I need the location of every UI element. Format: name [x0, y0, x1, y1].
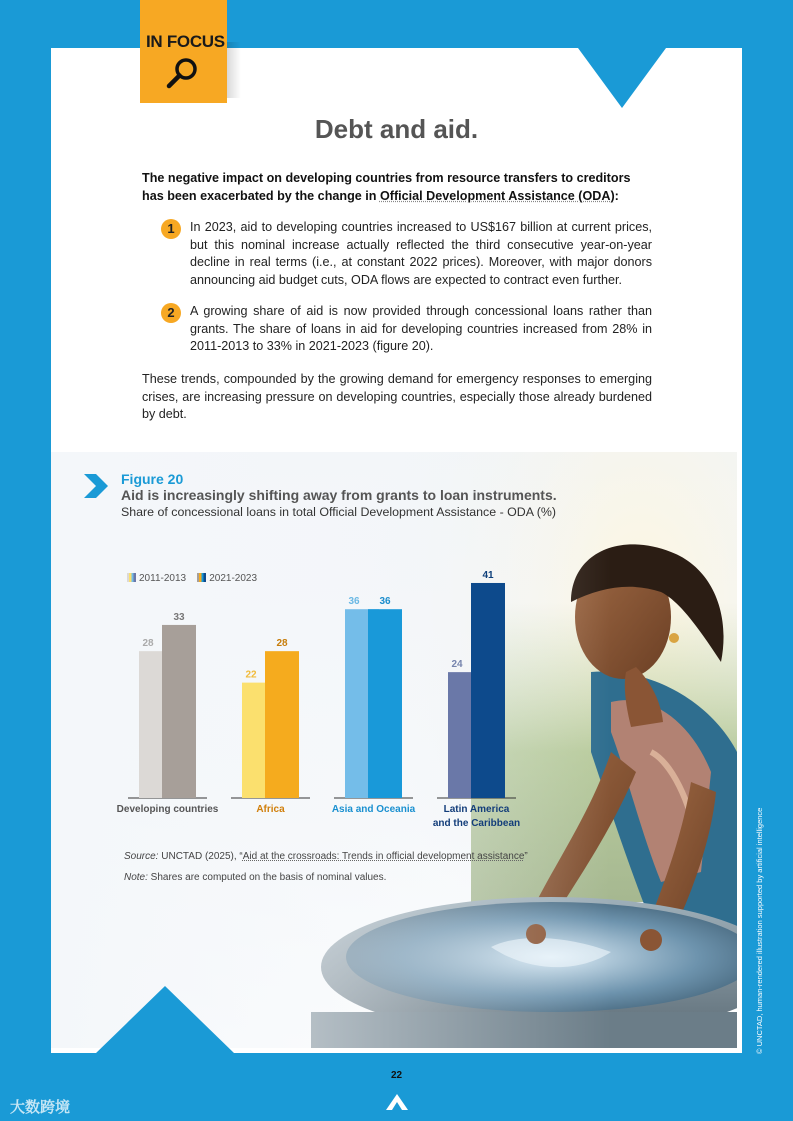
- category-label: Africa: [256, 804, 285, 815]
- data-label: 36: [348, 596, 360, 608]
- category-label: Developing countries: [116, 804, 219, 815]
- bar-2021-2023-2: [368, 609, 402, 798]
- decorative-triangle-top: [578, 48, 666, 108]
- lead-paragraph: [142, 170, 654, 205]
- figure-title: Aid is increasingly shifting away from grants to loan instruments.: [121, 487, 557, 503]
- point-text: In 2023, aid to developing countries increased to US$167 billion at current prices, but this nominal increase actually reflected the third consecutive year-on-year decline in real terms (i.e., at constant 2022 prices). Moreover, with major donors announcing aid budget cuts, ODA flows are expected to contract even further.: [190, 220, 652, 287]
- data-label: 36: [379, 596, 391, 608]
- chevron-right-icon: [82, 472, 110, 500]
- watermark: 大数跨境: [10, 1099, 71, 1116]
- figure-subtitle: Share of concessional loans in total Official Development Assistance - ODA (%): [121, 505, 557, 519]
- figure-source: [124, 851, 528, 862]
- data-label: 33: [173, 611, 185, 623]
- point-text: A growing share of aid is now provided through concessional loans rather than grants. The share of loans in aid for developing countries increased from 28% in 2011-2013 to 33% in 2021-2023 (figure 20).: [190, 304, 652, 353]
- lead-text: The negative impact on developing countries from resource transfers to creditors has been exacerbated by the change in: [142, 171, 631, 203]
- data-label: 28: [142, 638, 154, 650]
- legend-label-2021-2023: 2021-2023: [209, 573, 258, 584]
- bar-2021-2023-0: [162, 625, 196, 798]
- note-text: Shares are computed on the basis of nominal values.: [147, 872, 387, 883]
- data-label: 24: [451, 659, 463, 671]
- figure-label: Figure 20: [121, 471, 184, 487]
- source-link[interactable]: Aid at the crossroads: Trends in official development assistance: [242, 851, 525, 862]
- oda-term: Official Development Assistance (ODA): [379, 188, 615, 203]
- source-prefix: Source:: [124, 851, 159, 862]
- category-label: Latin America: [443, 804, 510, 815]
- bar-2021-2023-1: [265, 651, 299, 798]
- page-title: Debt and aid.: [314, 114, 479, 144]
- magnifier-icon: [166, 56, 200, 90]
- point-number-badge: 1: [161, 219, 181, 239]
- decorative-triangle-bottom: [95, 986, 235, 1054]
- data-label: 41: [482, 569, 494, 581]
- closing-paragraph: These trends, compounded by the growing demand for emergency responses to emerging crises, are increasing pressure on developing countries, especially those already burdened by debt.: [142, 372, 652, 421]
- bar-2021-2023-3: [471, 583, 505, 798]
- lead-colon: :: [614, 188, 619, 203]
- figure-note: [124, 872, 386, 883]
- data-label: 22: [245, 669, 257, 681]
- point-number-badge: 2: [161, 303, 181, 323]
- category-label: and the Caribbean: [432, 818, 521, 829]
- data-label: 28: [276, 638, 288, 650]
- note-prefix: Note:: [124, 872, 148, 883]
- bar-chart: [100, 560, 560, 840]
- source-end: ”: [524, 851, 528, 862]
- page-number: 22: [390, 1070, 403, 1081]
- legend-label-2011-2013: 2011-2013: [139, 573, 187, 584]
- category-label: Asia and Oceania: [331, 804, 416, 815]
- illustration-credit: © UNCTAD, human-rendered illustration supported by artificial intelligence: [755, 807, 764, 1054]
- source-text: UNCTAD (2025), “: [158, 851, 243, 862]
- badge-shadow: [227, 42, 241, 98]
- up-arrow-icon[interactable]: [384, 1088, 410, 1114]
- in-focus-title: IN FOCUS: [146, 32, 225, 51]
